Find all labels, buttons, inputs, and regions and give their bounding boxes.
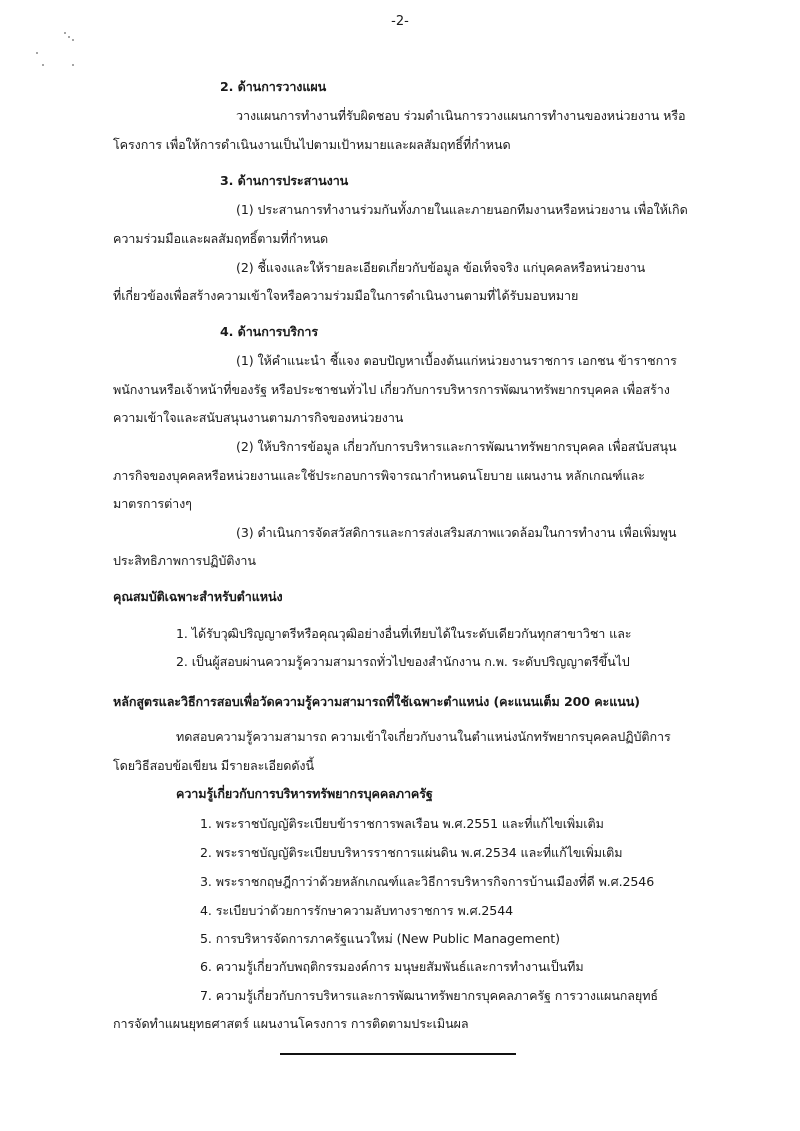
list-item: 4. ระเบียบว่าด้วยการรักษาความลับทางราชการ พ.ศ.2544 (200, 903, 514, 918)
list-item: 1. ได้รับวุฒิปริญญาตรีหรือคุณวุฒิอย่างอื่นที่เทียบได้ในระดับเดียวกันทุกสาขาวิชา และ (176, 626, 632, 641)
page-number: -2- (391, 14, 409, 29)
paragraph-line: ประสิทธิภาพการปฏิบัติงาน (113, 553, 256, 568)
paragraph-line: (1) ประสานการทำงานร่วมกันทั้งภายในและภายนอกทีมงานหรือหน่วยงาน เพื่อให้เกิด (236, 202, 688, 217)
end-rule-divider (280, 1053, 516, 1055)
list-item: 1. พระราชบัญญัติระเบียบข้าราชการพลเรือน พ.ศ.2551 และที่แก้ไขเพิ่มเติม (200, 816, 604, 831)
list-item-continuation: การจัดทำแผนยุทธศาสตร์ แผนงานโครงการ การติดตามประเมินผล (113, 1016, 469, 1031)
paragraph-line: (2) ให้บริการข้อมูล เกี่ยวกับการบริหารและการพัฒนาทรัพยากรบุคคล เพื่อสนับสนุน (236, 439, 677, 454)
speck (72, 39, 74, 41)
scan-specks (28, 30, 88, 70)
paragraph-line: ทดสอบความรู้ความสามารถ ความเข้าใจเกี่ยวกับงานในตำแหน่งนักทรัพยากรบุคคลปฏิบัติการ (176, 729, 671, 744)
paragraph-line: ความร่วมมือและผลสัมฤทธิ์ตามที่กำหนด (113, 231, 329, 246)
paragraph-line: (3) ดำเนินการจัดสวัสดิการและการส่งเสริมสภาพแวดล้อมในการทำงาน เพื่อเพิ่มพูน (236, 525, 677, 540)
paragraph-line: ที่เกี่ยวข้องเพื่อสร้างความเข้าใจหรือความร่วมมือในการดำเนินงานตามที่ได้รับมอบหมาย (113, 288, 579, 303)
paragraph-line: (1) ให้คำแนะนำ ชี้แจง ตอบปัญหาเบื้องต้นแก่หน่วยงานราชการ เอกชน ข้าราชการ (236, 353, 677, 368)
paragraph-line: (2) ชี้แจงและให้รายละเอียดเกี่ยวกับข้อมูล ข้อเท็จจริง แก่บุคคลหรือหน่วยงาน (236, 260, 646, 275)
list-item: 5. การบริหารจัดการภาครัฐแนวใหม่ (New Public Management) (200, 931, 560, 946)
paragraph-line: ภารกิจของบุคคลหรือหน่วยงานและใช้ประกอบการพิจารณากำหนดนโยบาย แผนงาน หลักเกณฑ์และ (113, 468, 645, 483)
paragraph-line: โดยวิธีสอบข้อเขียน มีรายละเอียดดังนี้ (113, 758, 314, 773)
speck (42, 64, 44, 66)
paragraph-line: พนักงานหรือเจ้าหน้าที่ของรัฐ หรือประชาชนทั่วไป เกี่ยวกับการบริหารการพัฒนาทรัพยากรบุคคล เพื่อสร้าง (113, 382, 670, 397)
section-heading-coordination: 3. ด้านการประสานงาน (220, 173, 349, 188)
exam-subheading: ความรู้เกี่ยวกับการบริหารทรัพยากรบุคคลภาครัฐ (176, 786, 433, 801)
speck (36, 52, 38, 54)
list-item: 3. พระราชกฤษฎีกาว่าด้วยหลักเกณฑ์และวิธีการบริหารกิจการบ้านเมืองที่ดี พ.ศ.2546 (200, 874, 655, 889)
section-heading-planning: 2. ด้านการวางแผน (220, 79, 327, 94)
paragraph-line: วางแผนการทำงานที่รับผิดชอบ ร่วมดำเนินการวางแผนการทำงานของหน่วยงาน หรือ (236, 108, 686, 123)
paragraph-line: ความเข้าใจและสนับสนุนงานตามภารกิจของหน่วยงาน (113, 410, 404, 425)
list-item: 6. ความรู้เกี่ยวกับพฤติกรรมองค์การ มนุษยสัมพันธ์และการทำงานเป็นทีม (200, 959, 584, 974)
list-item: 7. ความรู้เกี่ยวกับการบริหารและการพัฒนาทรัพยากรบุคคลภาครัฐ การวางแผนกลยุทธ์ (200, 988, 658, 1003)
list-item: 2. พระราชบัญญัติระเบียบบริหารราชการแผ่นดิน พ.ศ.2534 และที่แก้ไขเพิ่มเติม (200, 845, 623, 860)
list-item: 2. เป็นผู้สอบผ่านความรู้ความสามารถทั่วไปของสำนักงาน ก.พ. ระดับปริญญาตรีขึ้นไป (176, 654, 630, 669)
paragraph-line: มาตรการต่างๆ (113, 496, 192, 511)
section-heading-service: 4. ด้านการบริการ (220, 324, 319, 339)
section-heading-qualifications: คุณสมบัติเฉพาะสำหรับตำแหน่ง (113, 589, 283, 604)
speck (72, 64, 74, 66)
paragraph-line: โครงการ เพื่อให้การดำเนินงานเป็นไปตามเป้าหมายและผลสัมฤทธิ์ที่กำหนด (113, 137, 511, 152)
speck (68, 36, 70, 38)
speck (64, 32, 66, 34)
section-heading-exam: หลักสูตรและวิธีการสอบเพื่อวัดความรู้ความสามารถที่ใช้เฉพาะตำแหน่ง (คะแนนเต็ม 200 คะแนน) (113, 694, 640, 709)
